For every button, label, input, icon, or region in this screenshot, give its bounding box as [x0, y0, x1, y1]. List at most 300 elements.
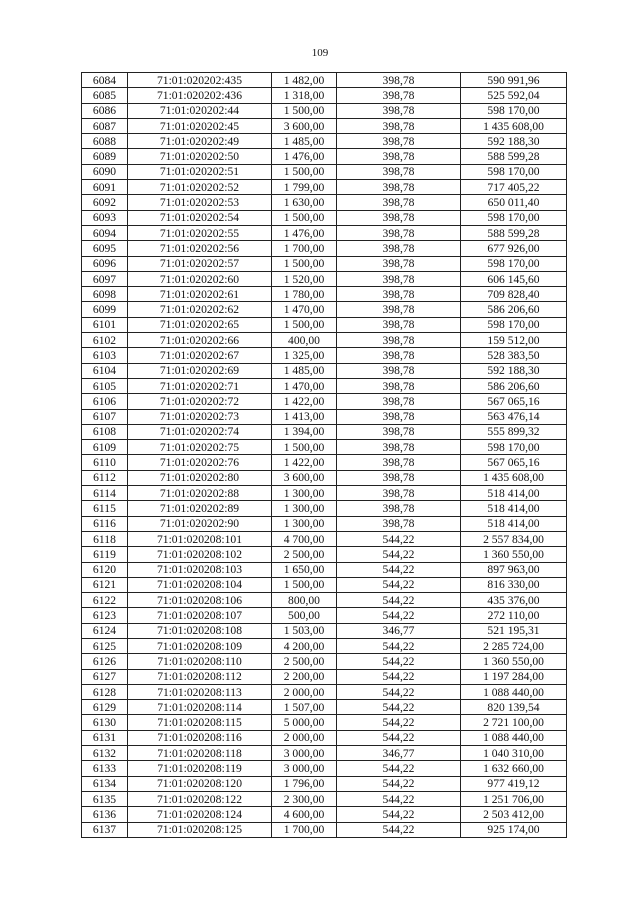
value-cell: 598 170,00 [461, 103, 567, 118]
table-row [82, 363, 567, 378]
row-number-cell: 6134 [82, 776, 128, 791]
rate-cell: 398,78 [337, 470, 461, 485]
rate-cell: 544,22 [337, 593, 461, 608]
rate-cell: 398,78 [337, 210, 461, 225]
cadastral-number-cell: 71:01:020202:73 [128, 409, 272, 424]
area-cell: 500,00 [272, 608, 337, 623]
value-cell: 606 145,60 [461, 271, 567, 286]
rate-cell: 544,22 [337, 761, 461, 776]
table-row [82, 164, 567, 179]
area-cell: 1 796,00 [272, 776, 337, 791]
value-cell: 897 963,00 [461, 562, 567, 577]
cadastral-number-cell: 71:01:020202:89 [128, 501, 272, 516]
rate-cell: 544,22 [337, 791, 461, 806]
row-number-cell: 6095 [82, 241, 128, 256]
rate-cell: 398,78 [337, 287, 461, 302]
table-body [82, 73, 567, 838]
table-row [82, 149, 567, 164]
row-number-cell: 6098 [82, 287, 128, 302]
row-number-cell: 6133 [82, 761, 128, 776]
rate-cell: 544,22 [337, 822, 461, 837]
row-number-cell: 6103 [82, 348, 128, 363]
table-row [82, 287, 567, 302]
row-number-cell: 6137 [82, 822, 128, 837]
value-cell: 1 435 608,00 [461, 118, 567, 133]
cadastral-number-cell: 71:01:020208:103 [128, 562, 272, 577]
cadastral-number-cell: 71:01:020208:101 [128, 531, 272, 546]
value-cell: 592 188,30 [461, 363, 567, 378]
row-number-cell: 6094 [82, 225, 128, 240]
area-cell: 1 503,00 [272, 623, 337, 638]
rate-cell: 346,77 [337, 623, 461, 638]
rate-cell: 398,78 [337, 424, 461, 439]
area-cell: 1 482,00 [272, 73, 337, 88]
cadastral-number-cell: 71:01:020208:104 [128, 577, 272, 592]
value-cell: 709 828,40 [461, 287, 567, 302]
cadastral-number-cell: 71:01:020202:75 [128, 440, 272, 455]
rate-cell: 544,22 [337, 577, 461, 592]
area-cell: 3 000,00 [272, 746, 337, 761]
table-row [82, 378, 567, 393]
value-cell: 159 512,00 [461, 333, 567, 348]
rate-cell: 398,78 [337, 241, 461, 256]
area-cell: 1 300,00 [272, 486, 337, 501]
area-cell: 1 500,00 [272, 317, 337, 332]
value-cell: 2 503 412,00 [461, 807, 567, 822]
cadastral-number-cell: 71:01:020202:69 [128, 363, 272, 378]
area-cell: 2 300,00 [272, 791, 337, 806]
area-cell: 1 507,00 [272, 700, 337, 715]
table-row [82, 623, 567, 638]
row-number-cell: 6090 [82, 164, 128, 179]
table-row [82, 134, 567, 149]
area-cell: 1 485,00 [272, 134, 337, 149]
cadastral-number-cell: 71:01:020208:108 [128, 623, 272, 638]
rate-cell: 398,78 [337, 256, 461, 271]
value-cell: 2 285 724,00 [461, 638, 567, 653]
value-cell: 518 414,00 [461, 486, 567, 501]
table-row [82, 715, 567, 730]
value-cell: 1 088 440,00 [461, 684, 567, 699]
table-row [82, 225, 567, 240]
cadastral-number-cell: 71:01:020208:102 [128, 547, 272, 562]
value-cell: 598 170,00 [461, 210, 567, 225]
value-cell: 598 170,00 [461, 164, 567, 179]
rate-cell: 544,22 [337, 700, 461, 715]
table-row [82, 271, 567, 286]
cadastral-number-cell: 71:01:020208:110 [128, 654, 272, 669]
cadastral-number-cell: 71:01:020202:56 [128, 241, 272, 256]
area-cell: 1 318,00 [272, 88, 337, 103]
value-cell: 598 170,00 [461, 256, 567, 271]
table-row [82, 547, 567, 562]
value-cell: 435 376,00 [461, 593, 567, 608]
cadastral-number-cell: 71:01:020202:57 [128, 256, 272, 271]
area-cell: 5 000,00 [272, 715, 337, 730]
row-number-cell: 6091 [82, 180, 128, 195]
cadastral-number-cell: 71:01:020202:435 [128, 73, 272, 88]
table-row [82, 256, 567, 271]
row-number-cell: 6126 [82, 654, 128, 669]
area-cell: 1 476,00 [272, 149, 337, 164]
area-cell: 4 600,00 [272, 807, 337, 822]
value-cell: 518 414,00 [461, 516, 567, 531]
table-row [82, 684, 567, 699]
table-row [82, 669, 567, 684]
page-number: 109 [311, 47, 329, 59]
row-number-cell: 6132 [82, 746, 128, 761]
land-parcel-table [81, 72, 567, 838]
cadastral-number-cell: 71:01:020208:116 [128, 730, 272, 745]
value-cell: 717 405,22 [461, 180, 567, 195]
cadastral-number-cell: 71:01:020202:61 [128, 287, 272, 302]
area-cell: 1 700,00 [272, 822, 337, 837]
area-cell: 1 476,00 [272, 225, 337, 240]
row-number-cell: 6092 [82, 195, 128, 210]
area-cell: 1 470,00 [272, 378, 337, 393]
table-row [82, 241, 567, 256]
row-number-cell: 6084 [82, 73, 128, 88]
rate-cell: 398,78 [337, 394, 461, 409]
table-row [82, 791, 567, 806]
table-row [82, 577, 567, 592]
cadastral-number-cell: 71:01:020208:109 [128, 638, 272, 653]
rate-cell: 544,22 [337, 562, 461, 577]
value-cell: 1 632 660,00 [461, 761, 567, 776]
cadastral-number-cell: 71:01:020202:49 [128, 134, 272, 149]
cadastral-number-cell: 71:01:020202:90 [128, 516, 272, 531]
cadastral-number-cell: 71:01:020202:50 [128, 149, 272, 164]
value-cell: 1 360 550,00 [461, 547, 567, 562]
area-cell: 400,00 [272, 333, 337, 348]
value-cell: 525 592,04 [461, 88, 567, 103]
rate-cell: 346,77 [337, 746, 461, 761]
table-row [82, 210, 567, 225]
value-cell: 977 419,12 [461, 776, 567, 791]
area-cell: 1 470,00 [272, 302, 337, 317]
table-row [82, 638, 567, 653]
row-number-cell: 6130 [82, 715, 128, 730]
value-cell: 588 599,28 [461, 225, 567, 240]
row-number-cell: 6085 [82, 88, 128, 103]
rate-cell: 544,22 [337, 654, 461, 669]
value-cell: 677 926,00 [461, 241, 567, 256]
table-row [82, 73, 567, 88]
row-number-cell: 6089 [82, 149, 128, 164]
row-number-cell: 6109 [82, 440, 128, 455]
rate-cell: 398,78 [337, 164, 461, 179]
cadastral-number-cell: 71:01:020208:124 [128, 807, 272, 822]
value-cell: 563 476,14 [461, 409, 567, 424]
area-cell: 2 000,00 [272, 684, 337, 699]
rate-cell: 398,78 [337, 409, 461, 424]
cadastral-number-cell: 71:01:020202:72 [128, 394, 272, 409]
rate-cell: 398,78 [337, 333, 461, 348]
table-row [82, 531, 567, 546]
rate-cell: 544,22 [337, 531, 461, 546]
area-cell: 1 780,00 [272, 287, 337, 302]
value-cell: 518 414,00 [461, 501, 567, 516]
value-cell: 1 197 284,00 [461, 669, 567, 684]
row-number-cell: 6088 [82, 134, 128, 149]
table-row [82, 501, 567, 516]
row-number-cell: 6131 [82, 730, 128, 745]
row-number-cell: 6093 [82, 210, 128, 225]
value-cell: 586 206,60 [461, 378, 567, 393]
table-row [82, 593, 567, 608]
rate-cell: 398,78 [337, 302, 461, 317]
table-row [82, 103, 567, 118]
area-cell: 3 600,00 [272, 470, 337, 485]
cadastral-number-cell: 71:01:020208:115 [128, 715, 272, 730]
value-cell: 820 139,54 [461, 700, 567, 715]
row-number-cell: 6120 [82, 562, 128, 577]
table-row [82, 455, 567, 470]
rate-cell: 544,22 [337, 776, 461, 791]
table-row [82, 180, 567, 195]
row-number-cell: 6099 [82, 302, 128, 317]
row-number-cell: 6107 [82, 409, 128, 424]
area-cell: 1 300,00 [272, 516, 337, 531]
cadastral-number-cell: 71:01:020202:74 [128, 424, 272, 439]
value-cell: 598 170,00 [461, 440, 567, 455]
cadastral-number-cell: 71:01:020208:122 [128, 791, 272, 806]
row-number-cell: 6127 [82, 669, 128, 684]
rate-cell: 544,22 [337, 730, 461, 745]
cadastral-number-cell: 71:01:020208:125 [128, 822, 272, 837]
value-cell: 650 011,40 [461, 195, 567, 210]
cadastral-number-cell: 71:01:020202:52 [128, 180, 272, 195]
table-row [82, 195, 567, 210]
area-cell: 2 200,00 [272, 669, 337, 684]
row-number-cell: 6086 [82, 103, 128, 118]
table-row [82, 333, 567, 348]
rate-cell: 398,78 [337, 149, 461, 164]
value-cell: 586 206,60 [461, 302, 567, 317]
value-cell: 598 170,00 [461, 317, 567, 332]
rate-cell: 544,22 [337, 684, 461, 699]
rate-cell: 398,78 [337, 195, 461, 210]
area-cell: 1 300,00 [272, 501, 337, 516]
area-cell: 1 394,00 [272, 424, 337, 439]
area-cell: 800,00 [272, 593, 337, 608]
rate-cell: 398,78 [337, 440, 461, 455]
cadastral-number-cell: 71:01:020208:114 [128, 700, 272, 715]
rate-cell: 398,78 [337, 73, 461, 88]
rate-cell: 544,22 [337, 638, 461, 653]
row-number-cell: 6110 [82, 455, 128, 470]
area-cell: 1 422,00 [272, 394, 337, 409]
row-number-cell: 6104 [82, 363, 128, 378]
rate-cell: 544,22 [337, 547, 461, 562]
area-cell: 4 700,00 [272, 531, 337, 546]
area-cell: 4 200,00 [272, 638, 337, 653]
rate-cell: 398,78 [337, 317, 461, 332]
table-row [82, 700, 567, 715]
cadastral-number-cell: 71:01:020202:51 [128, 164, 272, 179]
rate-cell: 398,78 [337, 118, 461, 133]
row-number-cell: 6128 [82, 684, 128, 699]
row-number-cell: 6096 [82, 256, 128, 271]
table-row [82, 394, 567, 409]
value-cell: 521 195,31 [461, 623, 567, 638]
area-cell: 1 500,00 [272, 440, 337, 455]
value-cell: 1 360 550,00 [461, 654, 567, 669]
table-row [82, 409, 567, 424]
table-row [82, 822, 567, 837]
row-number-cell: 6087 [82, 118, 128, 133]
row-number-cell: 6121 [82, 577, 128, 592]
cadastral-number-cell: 71:01:020202:60 [128, 271, 272, 286]
area-cell: 2 500,00 [272, 547, 337, 562]
cadastral-number-cell: 71:01:020202:53 [128, 195, 272, 210]
area-cell: 1 520,00 [272, 271, 337, 286]
value-cell: 567 065,16 [461, 394, 567, 409]
cadastral-number-cell: 71:01:020202:44 [128, 103, 272, 118]
table-row [82, 807, 567, 822]
rate-cell: 398,78 [337, 455, 461, 470]
row-number-cell: 6108 [82, 424, 128, 439]
cadastral-number-cell: 71:01:020202:55 [128, 225, 272, 240]
cadastral-number-cell: 71:01:020208:119 [128, 761, 272, 776]
cadastral-number-cell: 71:01:020208:118 [128, 746, 272, 761]
cadastral-number-cell: 71:01:020202:436 [128, 88, 272, 103]
table-row [82, 302, 567, 317]
value-cell: 1 251 706,00 [461, 791, 567, 806]
area-cell: 1 500,00 [272, 210, 337, 225]
cadastral-number-cell: 71:01:020202:76 [128, 455, 272, 470]
area-cell: 2 500,00 [272, 654, 337, 669]
value-cell: 588 599,28 [461, 149, 567, 164]
area-cell: 1 500,00 [272, 103, 337, 118]
value-cell: 2 721 100,00 [461, 715, 567, 730]
value-cell: 1 088 440,00 [461, 730, 567, 745]
value-cell: 567 065,16 [461, 455, 567, 470]
row-number-cell: 6124 [82, 623, 128, 638]
value-cell: 555 899,32 [461, 424, 567, 439]
table-row [82, 608, 567, 623]
row-number-cell: 6101 [82, 317, 128, 332]
row-number-cell: 6136 [82, 807, 128, 822]
cadastral-number-cell: 71:01:020208:112 [128, 669, 272, 684]
value-cell: 590 991,96 [461, 73, 567, 88]
rate-cell: 398,78 [337, 134, 461, 149]
row-number-cell: 6102 [82, 333, 128, 348]
cadastral-number-cell: 71:01:020202:65 [128, 317, 272, 332]
area-cell: 3 600,00 [272, 118, 337, 133]
table-row [82, 348, 567, 363]
table-row [82, 730, 567, 745]
row-number-cell: 6114 [82, 486, 128, 501]
table-row [82, 776, 567, 791]
table-row [82, 118, 567, 133]
table-row [82, 440, 567, 455]
value-cell: 816 330,00 [461, 577, 567, 592]
area-cell: 1 500,00 [272, 256, 337, 271]
rate-cell: 398,78 [337, 88, 461, 103]
table-row [82, 516, 567, 531]
area-cell: 1 485,00 [272, 363, 337, 378]
table-row [82, 562, 567, 577]
area-cell: 1 700,00 [272, 241, 337, 256]
cadastral-number-cell: 71:01:020202:71 [128, 378, 272, 393]
table-row [82, 486, 567, 501]
rate-cell: 544,22 [337, 807, 461, 822]
cadastral-number-cell: 71:01:020208:107 [128, 608, 272, 623]
row-number-cell: 6122 [82, 593, 128, 608]
rate-cell: 544,22 [337, 608, 461, 623]
cadastral-number-cell: 71:01:020208:113 [128, 684, 272, 699]
rate-cell: 398,78 [337, 348, 461, 363]
rate-cell: 398,78 [337, 378, 461, 393]
area-cell: 1 799,00 [272, 180, 337, 195]
row-number-cell: 6115 [82, 501, 128, 516]
table-row [82, 317, 567, 332]
row-number-cell: 6135 [82, 791, 128, 806]
area-cell: 2 000,00 [272, 730, 337, 745]
row-number-cell: 6125 [82, 638, 128, 653]
row-number-cell: 6097 [82, 271, 128, 286]
row-number-cell: 6112 [82, 470, 128, 485]
cadastral-number-cell: 71:01:020202:66 [128, 333, 272, 348]
table-row [82, 424, 567, 439]
area-cell: 1 325,00 [272, 348, 337, 363]
rate-cell: 544,22 [337, 669, 461, 684]
area-cell: 1 630,00 [272, 195, 337, 210]
cadastral-number-cell: 71:01:020202:80 [128, 470, 272, 485]
rate-cell: 398,78 [337, 271, 461, 286]
value-cell: 592 188,30 [461, 134, 567, 149]
table-row [82, 746, 567, 761]
value-cell: 925 174,00 [461, 822, 567, 837]
row-number-cell: 6119 [82, 547, 128, 562]
area-cell: 1 422,00 [272, 455, 337, 470]
cadastral-number-cell: 71:01:020202:67 [128, 348, 272, 363]
rate-cell: 398,78 [337, 103, 461, 118]
rate-cell: 398,78 [337, 501, 461, 516]
cadastral-number-cell: 71:01:020208:106 [128, 593, 272, 608]
table-row [82, 654, 567, 669]
area-cell: 1 413,00 [272, 409, 337, 424]
value-cell: 2 557 834,00 [461, 531, 567, 546]
row-number-cell: 6116 [82, 516, 128, 531]
row-number-cell: 6105 [82, 378, 128, 393]
value-cell: 528 383,50 [461, 348, 567, 363]
rate-cell: 398,78 [337, 486, 461, 501]
rate-cell: 398,78 [337, 180, 461, 195]
cadastral-number-cell: 71:01:020202:54 [128, 210, 272, 225]
row-number-cell: 6123 [82, 608, 128, 623]
value-cell: 272 110,00 [461, 608, 567, 623]
cadastral-number-cell: 71:01:020202:62 [128, 302, 272, 317]
area-cell: 1 650,00 [272, 562, 337, 577]
area-cell: 1 500,00 [272, 164, 337, 179]
cadastral-number-cell: 71:01:020202:45 [128, 118, 272, 133]
rate-cell: 398,78 [337, 516, 461, 531]
rate-cell: 544,22 [337, 715, 461, 730]
table-row [82, 761, 567, 776]
value-cell: 1 435 608,00 [461, 470, 567, 485]
area-cell: 1 500,00 [272, 577, 337, 592]
area-cell: 3 000,00 [272, 761, 337, 776]
row-number-cell: 6129 [82, 700, 128, 715]
row-number-cell: 6118 [82, 531, 128, 546]
table-row [82, 88, 567, 103]
cadastral-number-cell: 71:01:020202:88 [128, 486, 272, 501]
rate-cell: 398,78 [337, 363, 461, 378]
row-number-cell: 6106 [82, 394, 128, 409]
value-cell: 1 040 310,00 [461, 746, 567, 761]
